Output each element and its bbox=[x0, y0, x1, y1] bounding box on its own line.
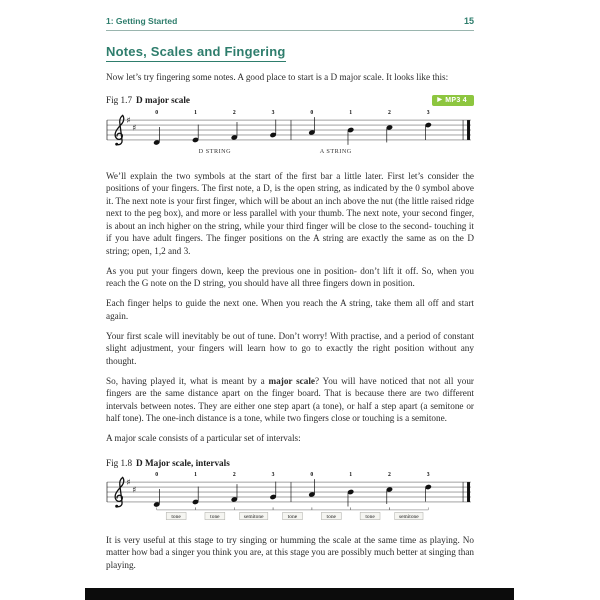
sharp-sign: ♯ bbox=[126, 476, 131, 487]
note bbox=[425, 121, 432, 139]
note bbox=[347, 126, 354, 144]
finger-number: 1 bbox=[349, 471, 353, 478]
staff-lines bbox=[107, 482, 471, 502]
fig17-caption-row bbox=[106, 95, 474, 106]
fig17-caption bbox=[106, 95, 190, 105]
paragraph-keep-down: As you put your fingers down, keep the previous one in position- don’t lift it off. So, when you reach the G note on the D string, you should have all three fingers down in position. bbox=[106, 265, 474, 289]
finger-number: 3 bbox=[271, 109, 275, 116]
sharp-sign: ♯ bbox=[132, 121, 137, 132]
note bbox=[347, 489, 354, 507]
finger-number: 1 bbox=[194, 109, 197, 116]
paragraph-major-scale bbox=[106, 375, 474, 425]
major-scale-emphasis: major scale bbox=[268, 375, 315, 386]
staff-lines bbox=[107, 120, 471, 140]
finger-number: 0 bbox=[155, 471, 159, 478]
section-heading-row bbox=[106, 31, 474, 62]
paragraph-text: So, having played it, what is meant by a bbox=[106, 375, 269, 386]
key-signature bbox=[126, 114, 136, 131]
interval-label: tone bbox=[210, 513, 220, 520]
book-edge-bar bbox=[85, 588, 514, 600]
sharp-sign: ♯ bbox=[132, 484, 137, 495]
page-header bbox=[106, 16, 474, 26]
note bbox=[386, 486, 393, 504]
finger-number: 1 bbox=[194, 471, 197, 478]
finger-number: 3 bbox=[271, 471, 275, 478]
finger-numbers bbox=[155, 472, 430, 478]
sharp-sign: ♯ bbox=[126, 114, 131, 125]
string-label-a: A STRING bbox=[319, 147, 352, 155]
paragraph-text: ? You will have noticed that not all your fingers are the same distance apart on the finger board. That is because there are two different intervals between notes. They are either one step apart (a tone), or half a step apart (a semitone or half tone). The one-inch distance is a tone, while two fingers close or touching is a semitone. bbox=[106, 375, 474, 424]
fig18-caption-row bbox=[106, 458, 474, 468]
fig18-caption bbox=[106, 458, 230, 468]
interval-label: tone bbox=[287, 513, 298, 520]
paragraph-fingers: We’ll explain the two symbols at the start of the first bar a little later. First let’s consider the positions of your fingers. The first note, a D, is the open string, as indicated by the 0 symbol above it. The next note is your first finger, which will be about an inch above the nut (the little raised ridge next to the peg box), and more or less parallel with your thumb. The next note, your second finger, is about an inch higher on the string, while your third finger will be close to the second- touching it if you have adult fingers. The finger positions on the A string are exactly the same as on the D string; open, 1,2 and 3. bbox=[106, 170, 474, 256]
interval-label: semitone bbox=[243, 513, 264, 520]
finger-number: 3 bbox=[426, 109, 430, 116]
fig18-title: D Major scale, intervals bbox=[136, 457, 230, 468]
closing-paragraph: It is very useful at this stage to try singing or humming the scale at the same time as playing. No matter how bad a singer you think you are, at this stage you are possibly much better at singing than playing. bbox=[106, 534, 474, 570]
finger-number: 0 bbox=[155, 109, 159, 116]
key-signature bbox=[126, 477, 136, 494]
paragraph-intervals-intro: A major scale consists of a particular set of intervals: bbox=[106, 433, 301, 444]
interval-label: tone bbox=[326, 513, 336, 520]
notes bbox=[153, 479, 432, 507]
fig18-label: Fig 1.8 bbox=[106, 457, 133, 468]
note bbox=[192, 124, 199, 143]
note bbox=[269, 119, 276, 138]
notes bbox=[153, 117, 432, 145]
interval-label: semitone bbox=[398, 513, 419, 520]
finger-number: 0 bbox=[310, 109, 314, 116]
fig18-notation bbox=[106, 471, 474, 521]
finger-number: 2 bbox=[232, 109, 236, 116]
string-label-d: D STRING bbox=[198, 147, 232, 155]
finger-number: 2 bbox=[388, 109, 391, 116]
note bbox=[425, 484, 432, 502]
finger-numbers bbox=[155, 110, 430, 116]
finger-number: 3 bbox=[426, 471, 430, 478]
note bbox=[269, 481, 276, 500]
finger-number: 0 bbox=[310, 471, 314, 478]
mp3-badge-label: MP3 4 bbox=[445, 96, 467, 104]
chapter-title: 1: Getting Started bbox=[106, 16, 178, 26]
finger-number: 2 bbox=[388, 471, 391, 478]
paragraph-guide: Each finger helps to guide the next one. When you reach the A string, take them all off and start again. bbox=[106, 298, 474, 321]
note bbox=[192, 486, 199, 505]
section-heading: Notes, Scales and Fingering bbox=[106, 44, 286, 62]
finger-number: 1 bbox=[349, 109, 353, 116]
interval-labels bbox=[166, 512, 423, 519]
page-number: 15 bbox=[463, 16, 474, 26]
play-icon: ▶ bbox=[437, 97, 443, 104]
paragraph-tuning: Your first scale will inevitably be out of tune. Don’t worry! With practise, and a period of constant slight adjustment, your fingers will learn how to go to exactly the right position without any thought. bbox=[106, 330, 474, 366]
interval-brackets bbox=[157, 507, 429, 509]
mp3-badge bbox=[432, 95, 474, 106]
fig17-label: Fig 1.7 bbox=[106, 95, 133, 106]
finger-number: 2 bbox=[232, 471, 236, 478]
fig17-title: D major scale bbox=[136, 95, 190, 106]
interval-label: tone bbox=[171, 513, 181, 520]
interval-label: tone bbox=[365, 513, 375, 520]
book-page bbox=[106, 16, 474, 571]
fig17-notation bbox=[106, 109, 474, 156]
intro-paragraph: Now let’s try fingering some notes. A good place to start is a D major scale. It looks like this: bbox=[106, 72, 449, 82]
